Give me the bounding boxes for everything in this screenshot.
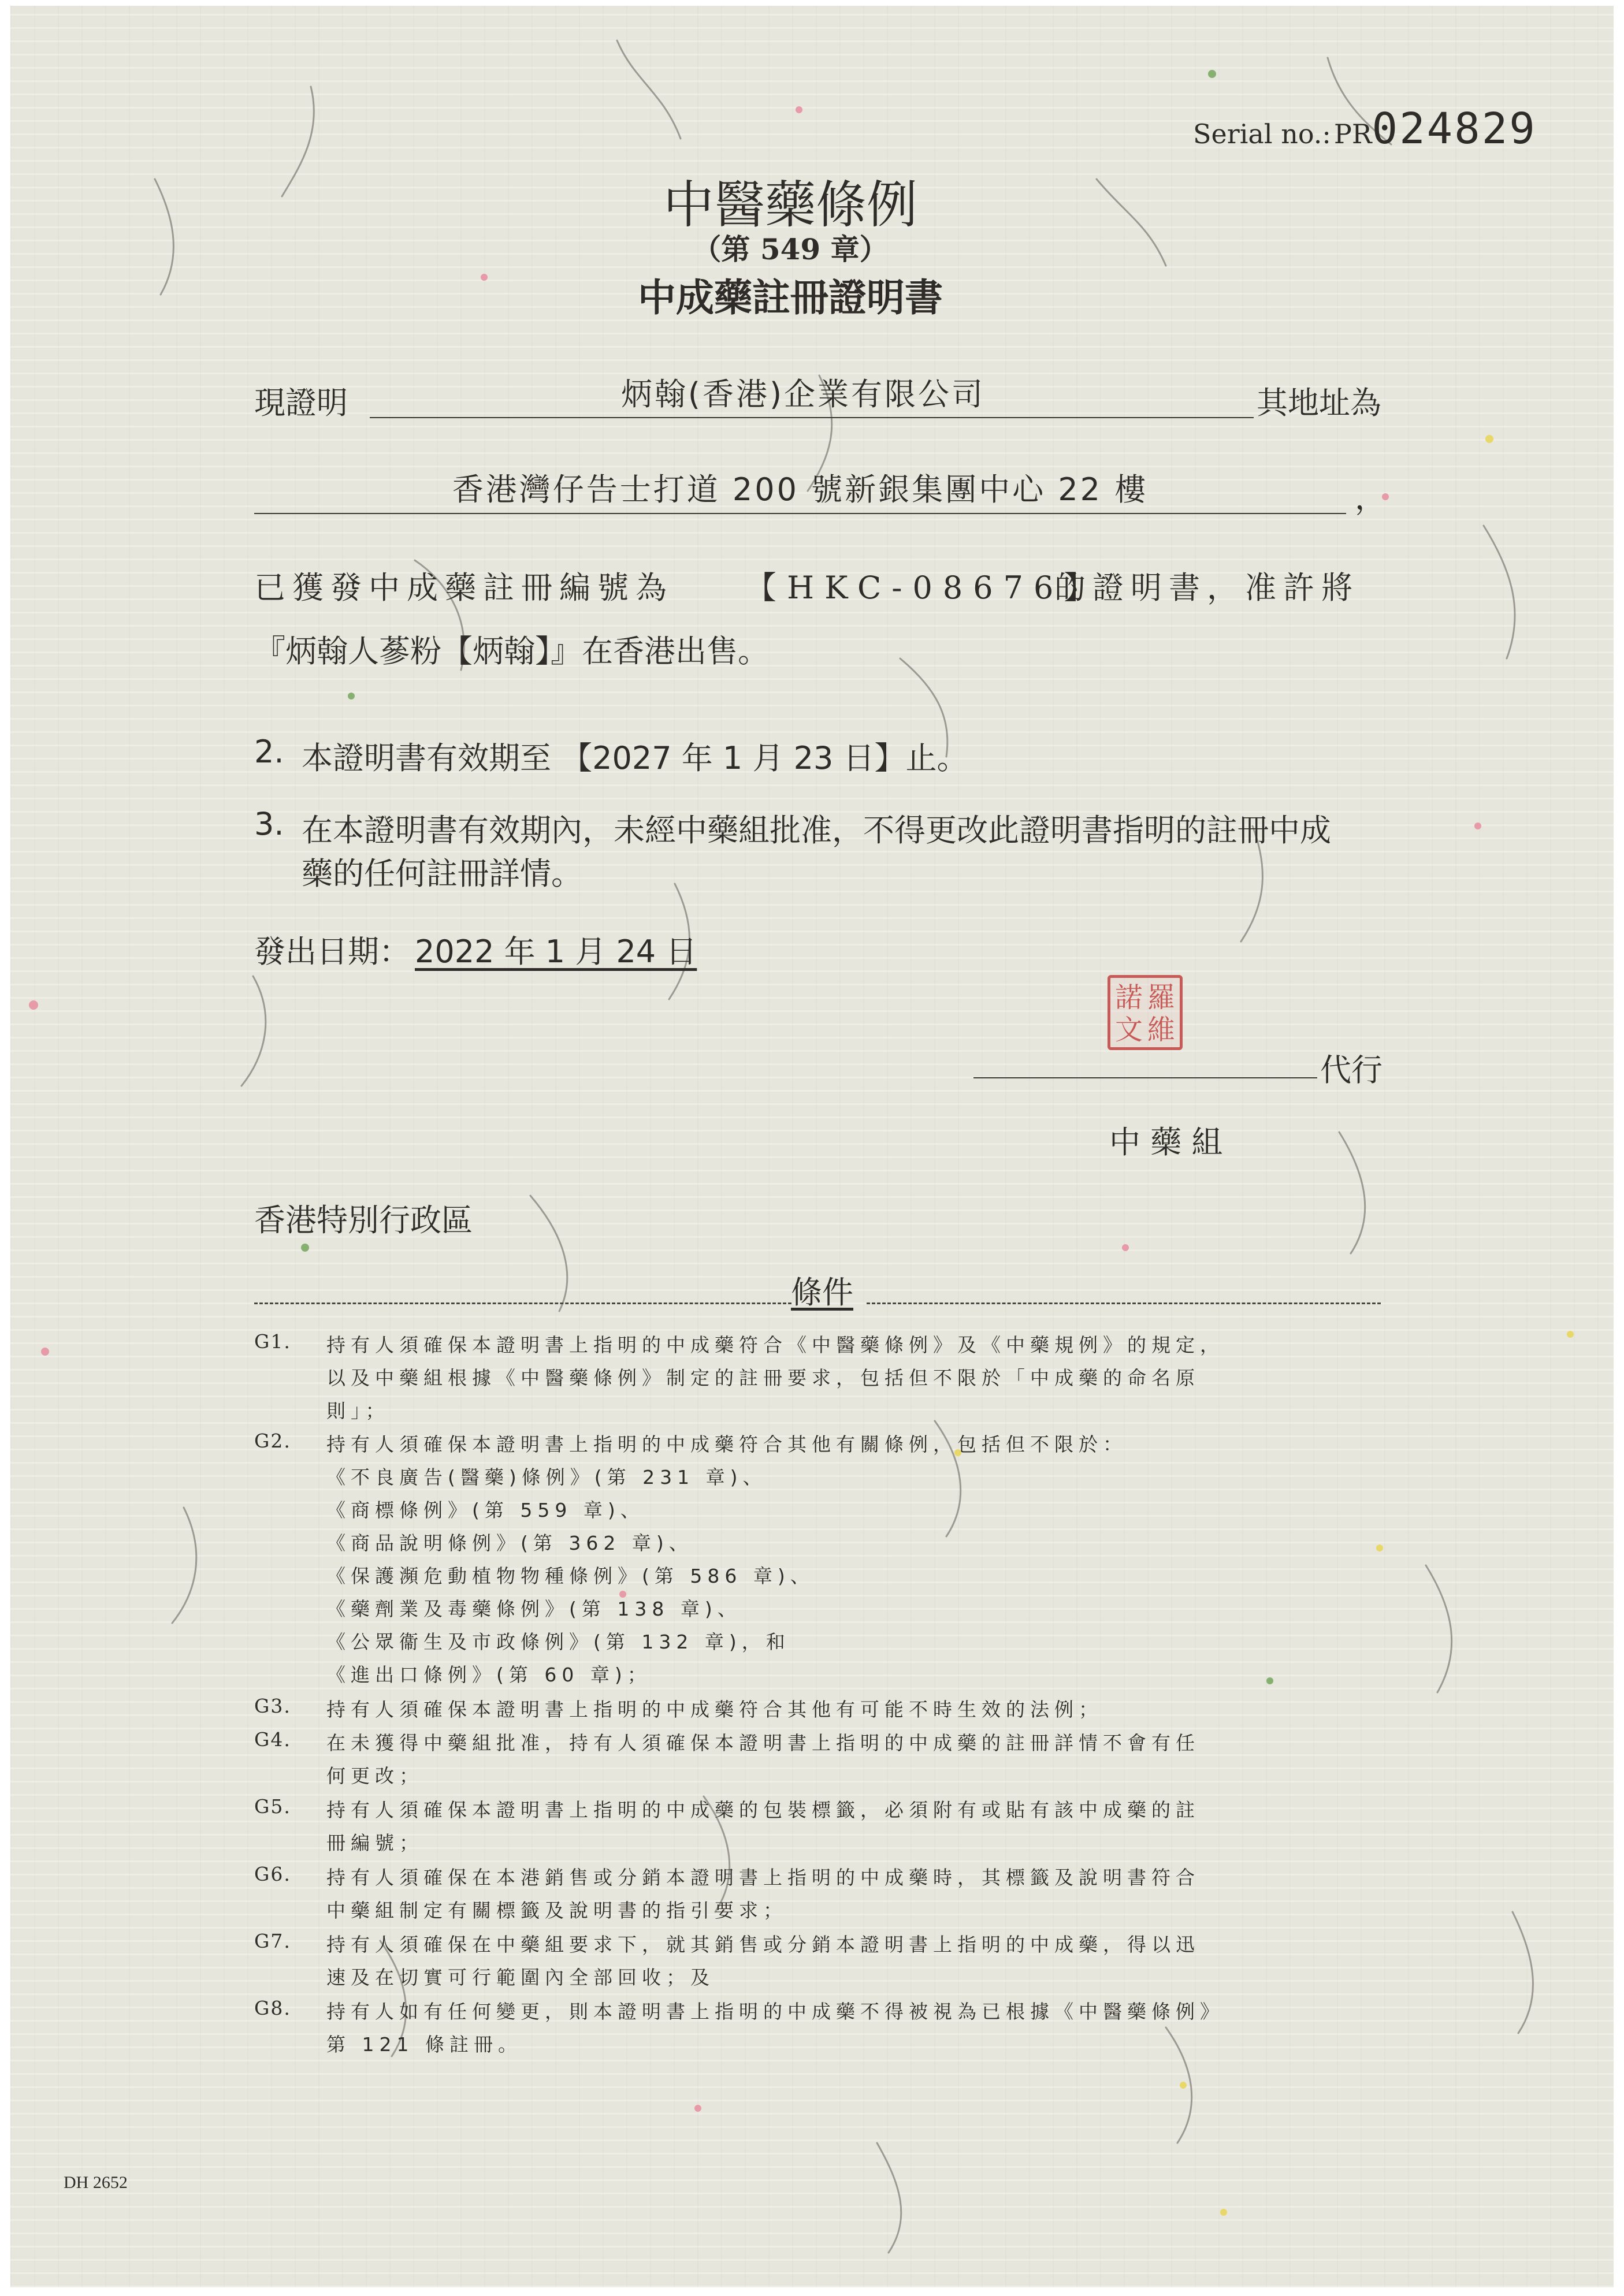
on-behalf-label: 代行 <box>1320 1052 1383 1088</box>
clause-3-text-cont: 藥的任何註冊詳情。 <box>302 855 582 892</box>
conditions-heading: 條件 <box>791 1274 853 1311</box>
registration-suffix: 的證明書，准許將 <box>1054 570 1359 606</box>
condition-text: 中藥組制定有關標籤及說明書的指引要求； <box>326 1899 787 1922</box>
serial-label: Serial no.: <box>1193 118 1331 150</box>
condition-text: 持有人須確保在本港銷售或分銷本證明書上指明的中成藥時，其標籤及說明書符合 <box>326 1866 1200 1889</box>
signature-line <box>973 1077 1317 1078</box>
registration-prefix: 已獲發中成藥註冊編號為 <box>254 570 674 606</box>
product-name-line: 『炳翰人蔘粉【炳翰】』在香港出售。 <box>254 633 769 669</box>
seal-char: 文 <box>1114 1014 1143 1046</box>
condition-text: 《商標條例》(第 559 章)、 <box>326 1499 645 1521</box>
conditions-divider-left <box>254 1303 791 1304</box>
condition-text: 何更改； <box>326 1765 423 1787</box>
condition-text: 《不良廣告(醫藥)條例》(第 231 章)、 <box>326 1466 767 1489</box>
holder-address: 香港灣仔告士打道 200 號新銀集團中心 22 樓 <box>452 471 1149 508</box>
condition-id: G8. <box>254 1997 291 2019</box>
seal-char: 維 <box>1147 1014 1175 1046</box>
condition-text: 持有人如有任何變更，則本證明書上指明的中成藥不得被視為已根據《中醫藥條例》 <box>326 2000 1224 2023</box>
certifies-prefix: 現證明 <box>254 385 348 421</box>
condition-id: G6. <box>254 1863 291 1885</box>
serial-number <box>1193 104 1537 154</box>
condition-text: 在未獲得中藥組批准，持有人須確保本證明書上指明的中成藥的註冊詳情不會有任 <box>326 1732 1200 1754</box>
certificate-title: 中成藥註冊證明書 <box>638 276 943 320</box>
chapter-number: （第 549 章） <box>692 232 889 266</box>
condition-text: 持有人須確保本證明書上指明的中成藥符合其他有關條例，包括但不限於： <box>326 1433 1127 1456</box>
seal-char: 諾 <box>1114 981 1143 1014</box>
ordinance-title: 中醫藥條例 <box>663 175 917 235</box>
address-end: ， <box>1355 480 1386 516</box>
condition-text: 持有人須確保本證明書上指明的中成藥符合其他有可能不時生效的法例； <box>326 1698 1103 1721</box>
official-seal <box>1108 975 1183 1050</box>
condition-text: 《進出口條例》(第 60 章)； <box>326 1664 652 1686</box>
holder-underline <box>370 417 1254 418</box>
clause-3-number: 3. <box>254 806 284 842</box>
issue-date-label: 發出日期： <box>254 933 410 970</box>
condition-text: 《藥劑業及毒藥條例》(第 138 章)、 <box>326 1598 742 1620</box>
condition-text: 以及中藥組根據《中醫藥條例》制定的註冊要求，包括但不限於「中成藥的命名原 <box>326 1367 1200 1389</box>
address-label: 其地址為 <box>1257 385 1381 421</box>
condition-id: G3. <box>254 1695 291 1717</box>
seal-char: 羅 <box>1147 981 1175 1014</box>
condition-text: 持有人須確保本證明書上指明的中成藥符合《中醫藥條例》及《中藥規例》的規定， <box>326 1334 1224 1356</box>
clause-3-text: 在本證明書有效期內，未經中藥組批准，不得更改此證明書指明的註冊中成 <box>302 812 1331 849</box>
condition-text: 速及在切實可行範圍內全部回收；及 <box>326 1966 715 1989</box>
condition-text: 冊編號； <box>326 1832 423 1854</box>
registration-number: 【HKC-08676】 <box>745 570 1106 606</box>
condition-id: G2. <box>254 1430 291 1452</box>
clause-2-text: 本證明書有效期至 【2027 年 1 月 23 日】止。 <box>302 740 968 776</box>
issuing-board: 中 藥 組 <box>1109 1124 1223 1160</box>
holder-name: 炳翰(香港)企業有限公司 <box>620 376 986 412</box>
condition-text: 《公眾衞生及市政條例》(第 132 章)，和 <box>326 1631 790 1653</box>
condition-id: G7. <box>254 1930 291 1952</box>
condition-id: G1. <box>254 1330 291 1353</box>
condition-text: 《保護瀕危動植物物種條例》(第 586 章)、 <box>326 1565 815 1587</box>
condition-text: 第 121 條註冊。 <box>326 2033 522 2056</box>
serial-prefix: PR <box>1333 118 1372 150</box>
region-name: 香港特別行政區 <box>254 1202 473 1238</box>
issue-date-value: 2022 年 1 月 24 日 <box>415 933 697 970</box>
clause-2-number: 2. <box>254 734 284 770</box>
condition-text: 《商品說明條例》(第 362 章)、 <box>326 1532 693 1554</box>
condition-text: 持有人須確保本證明書上指明的中成藥的包裝標籤，必須附有或貼有該中成藥的註 <box>326 1799 1200 1821</box>
condition-text: 持有人須確保在中藥組要求下，就其銷售或分銷本證明書上指明的中成藥，得以迅 <box>326 1933 1200 1956</box>
condition-text: 則」； <box>326 1400 390 1422</box>
condition-id: G5. <box>254 1795 291 1818</box>
address-underline <box>254 513 1346 514</box>
form-number: DH 2652 <box>64 2173 128 2192</box>
condition-id: G4. <box>254 1728 291 1751</box>
serial-value: 024829 <box>1372 104 1537 154</box>
conditions-divider-right <box>867 1303 1381 1304</box>
